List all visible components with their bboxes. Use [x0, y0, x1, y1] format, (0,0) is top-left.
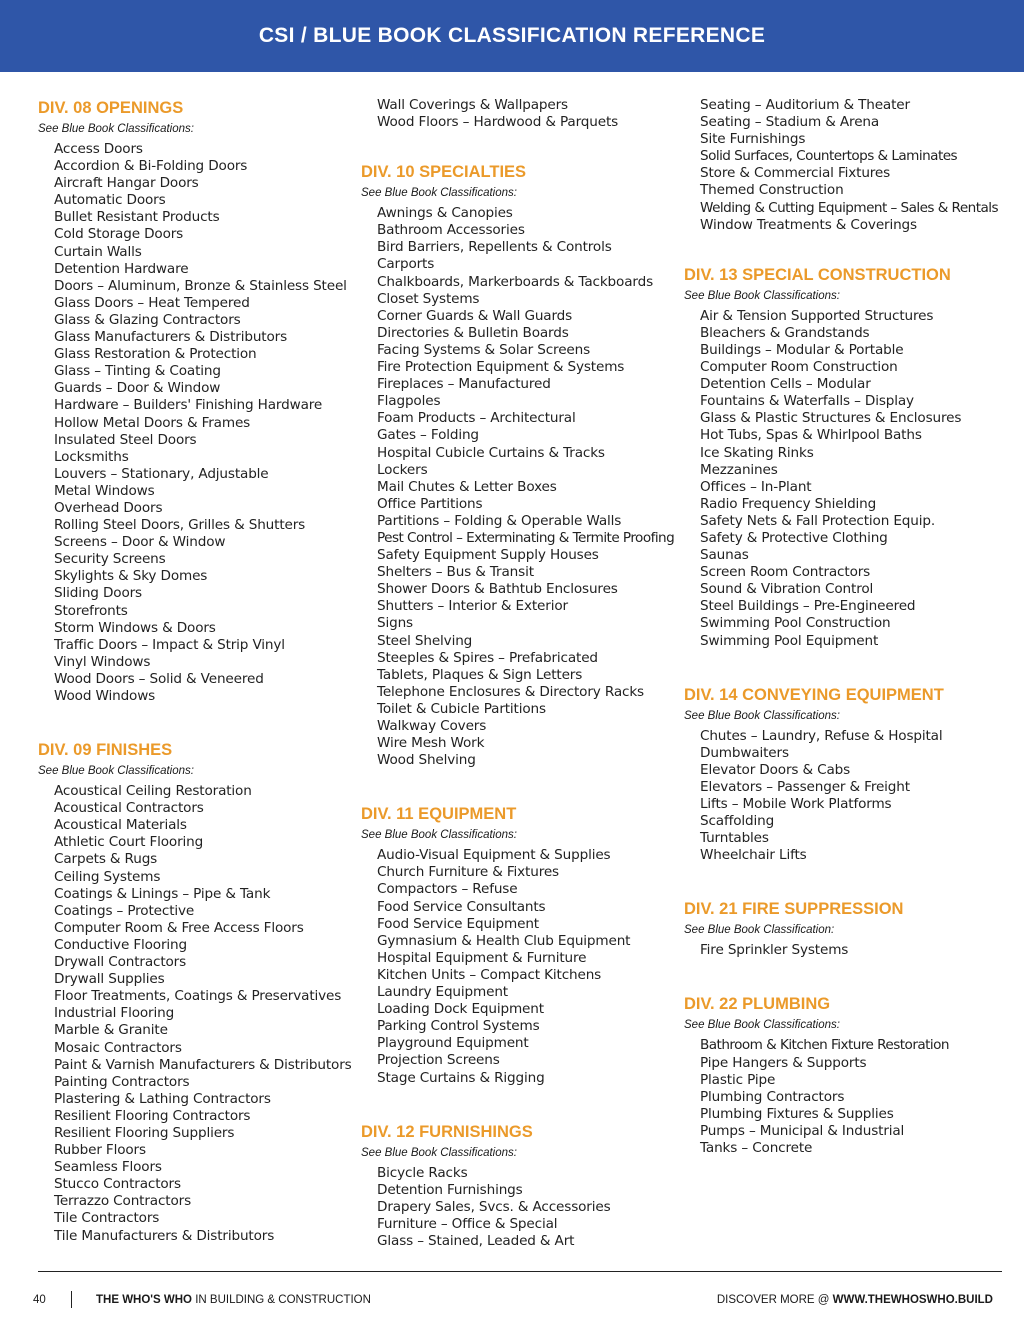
classification-item: Storefronts	[54, 602, 128, 619]
classification-item: Bleachers & Grandstands	[700, 324, 870, 341]
classification-item: Elevator Doors & Cabs	[700, 761, 851, 778]
classification-item: Shutters – Interior & Exterior	[377, 598, 568, 615]
classification-list	[684, 308, 994, 650]
classification-item: Traffic Doors – Impact & Strip Vinyl	[54, 636, 285, 653]
classification-item: Glass & Plastic Structures & Enclosures	[700, 410, 962, 427]
division-title: DIV. 12 FURNISHINGS	[361, 1122, 533, 1141]
classification-item: Projection Screens	[377, 1052, 500, 1069]
page-number: 40	[33, 1294, 46, 1306]
division-title: DIV. 09 FINISHES	[38, 741, 173, 760]
classification-item: Air & Tension Supported Structures	[700, 307, 934, 324]
classification-item: Wheelchair Lifts	[700, 847, 807, 864]
discover-prefix: DISCOVER MORE @	[716, 1294, 833, 1306]
classification-item: Furniture – Office & Special	[377, 1215, 558, 1232]
see-classifications-note: See Blue Book Classifications:	[684, 1019, 840, 1032]
classification-item: Screen Room Contractors	[700, 564, 871, 581]
classification-item: Computer Room Construction	[700, 359, 898, 376]
classification-item: Chutes – Laundry, Refuse & Hospital	[700, 727, 943, 744]
classification-item: Acoustical Contractors	[54, 800, 204, 817]
classification-item: Wood Floors – Hardwood & Parquets	[377, 114, 619, 131]
classification-list	[38, 141, 348, 705]
classification-item: Drywall Supplies	[54, 971, 165, 988]
classification-list	[38, 783, 352, 1245]
division-section	[361, 161, 675, 769]
classification-item: Welding & Cutting Equipment – Sales & Rentals	[700, 199, 999, 216]
classification-item: Hospital Cubicle Curtains & Tracks	[377, 444, 605, 461]
discover-more	[717, 1294, 993, 1306]
classification-item: Plumbing Contractors	[700, 1088, 845, 1105]
classification-list	[684, 1037, 994, 1157]
division-title: DIV. 14 CONVEYING EQUIPMENT	[684, 685, 944, 704]
classification-item: Seating – Stadium & Arena	[700, 114, 880, 131]
division-section	[361, 803, 671, 1086]
classification-item: Conductive Flooring	[54, 936, 187, 953]
classification-item: Cold Storage Doors	[54, 226, 184, 243]
classification-item: Kitchen Units – Compact Kitchens	[377, 966, 602, 983]
classification-item: Rubber Floors	[54, 1142, 146, 1159]
classification-item: Turntables	[700, 830, 769, 847]
see-classifications-note: See Blue Book Classifications:	[361, 829, 517, 842]
classification-item: Stucco Contractors	[54, 1176, 181, 1193]
classification-list	[361, 1165, 671, 1250]
see-classifications-note: See Blue Book Classification:	[684, 924, 835, 937]
classification-item: Themed Construction	[700, 182, 844, 199]
classification-item: Closet Systems	[377, 290, 480, 307]
classification-item: Flagpoles	[377, 393, 441, 410]
classification-list	[684, 728, 994, 865]
classification-item: Gates – Folding	[377, 427, 479, 444]
footer-separator	[71, 1291, 72, 1308]
classification-item: Glass Doors – Heat Tempered	[54, 294, 250, 311]
classification-item: Laundry Equipment	[377, 984, 508, 1001]
classification-item: Site Furnishings	[700, 131, 806, 148]
header-banner	[0, 0, 1024, 72]
classification-item: Hollow Metal Doors & Frames	[54, 414, 251, 431]
classification-item: Signs	[377, 615, 413, 632]
classification-item: Safety Equipment Supply Houses	[377, 547, 599, 564]
classification-item: Glass Manufacturers & Distributors	[54, 329, 288, 346]
classification-item: Glass Restoration & Protection	[54, 346, 257, 363]
classification-item: Window Treatments & Coverings	[700, 216, 917, 233]
classification-item: Fireplaces – Manufactured	[377, 376, 551, 393]
classification-item: Pest Control – Exterminating & Termite Proofing	[377, 529, 675, 546]
classification-item: Locksmiths	[54, 448, 129, 465]
division-section	[684, 993, 994, 1157]
classification-item: Parking Control Systems	[377, 1018, 540, 1035]
footer	[0, 1294, 1024, 1312]
classification-item: Tanks – Concrete	[700, 1140, 813, 1157]
division-title: DIV. 13 SPECIAL CONSTRUCTION	[684, 265, 951, 284]
classification-item: Lifts – Mobile Work Platforms	[700, 796, 892, 812]
classification-item: Overhead Doors	[54, 499, 163, 516]
classification-item: Radio Frequency Shielding	[700, 495, 877, 512]
classification-item: Rolling Steel Doors, Grilles & Shutters	[54, 517, 306, 534]
classification-item: Sliding Doors	[54, 585, 142, 602]
classification-item: Accordion & Bi-Folding Doors	[54, 158, 248, 175]
classification-item: Painting Contractors	[54, 1073, 190, 1090]
page-title: CSI / BLUE BOOK CLASSIFICATION REFERENCE	[258, 24, 766, 47]
classification-item: Resilient Flooring Contractors	[54, 1107, 251, 1124]
classification-list	[684, 942, 994, 959]
classification-item: Insulated Steel Doors	[54, 431, 197, 448]
classification-item: Solid Surfaces, Countertops & Laminates	[700, 148, 958, 165]
classification-item: Buildings – Modular & Portable	[700, 341, 904, 358]
classification-item: Storm Windows & Doors	[54, 619, 216, 636]
classification-item: Elevators – Passenger & Freight	[700, 778, 910, 795]
classification-item: Wood Shelving	[377, 752, 476, 769]
classification-item: Fire Protection Equipment & Systems	[377, 359, 625, 376]
classification-item: Shower Doors & Bathtub Enclosures	[377, 581, 618, 598]
classification-item: Steeples & Spires – Prefabricated	[377, 649, 598, 666]
division-section	[684, 264, 994, 650]
classification-item: Playground Equipment	[377, 1035, 529, 1052]
classification-item: Office Partitions	[377, 495, 483, 512]
publication-name	[96, 1294, 371, 1306]
classification-item: Wood Windows	[54, 688, 156, 704]
classification-item: Swimming Pool Construction	[700, 615, 891, 632]
classification-item: Corner Guards & Wall Guards	[377, 307, 573, 324]
division-section	[38, 739, 352, 1245]
classification-item: Swimming Pool Equipment	[700, 632, 879, 649]
classification-item: Metal Windows	[54, 482, 155, 499]
classification-item: Athletic Court Flooring	[54, 834, 204, 851]
classification-item: Terrazzo Contractors	[54, 1193, 191, 1210]
classification-list	[361, 847, 671, 1086]
classification-item: Carports	[377, 256, 435, 273]
classification-item: Doors – Aluminum, Bronze & Stainless Steel	[54, 277, 347, 294]
classification-item: Guards – Door & Window	[54, 380, 221, 397]
classification-item: Hot Tubs, Spas & Whirlpool Baths	[700, 427, 922, 444]
classification-item: Food Service Consultants	[377, 898, 546, 915]
classification-item: Sound & Vibration Control	[700, 581, 874, 598]
column-3	[684, 97, 999, 1191]
classification-item: Fire Sprinkler Systems	[700, 942, 849, 959]
classification-item: Bathroom Accessories	[377, 222, 525, 239]
classification-item: Partitions – Folding & Operable Walls	[377, 512, 622, 529]
division-section	[361, 97, 671, 131]
classification-item: Glass – Stained, Leaded & Art	[377, 1232, 575, 1249]
division-title: DIV. 08 OPENINGS	[38, 99, 184, 117]
classification-item: Mail Chutes & Letter Boxes	[377, 478, 557, 495]
classification-item: Bathroom & Kitchen Fixture Restoration	[700, 1037, 949, 1054]
classification-item: Offices – In-Plant	[700, 478, 812, 495]
classification-item: Telephone Enclosures & Directory Racks	[377, 683, 644, 700]
classification-item: Walkway Covers	[377, 718, 487, 734]
see-classifications-note: See Blue Book Classifications:	[684, 289, 840, 302]
classification-item: Foam Products – Architectural	[377, 410, 576, 427]
classification-item: Audio-Visual Equipment & Supplies	[377, 847, 611, 864]
classification-item: Mezzanines	[700, 461, 778, 478]
see-classifications-note: See Blue Book Classifications:	[38, 765, 194, 778]
classification-item: Ceiling Systems	[54, 868, 161, 885]
see-classifications-note: See Blue Book Classifications:	[684, 709, 840, 722]
classification-item: Drywall Contractors	[54, 954, 187, 971]
classification-item: Wall Coverings & Wallpapers	[377, 97, 568, 113]
classification-item: Skylights & Sky Domes	[54, 568, 208, 585]
division-title: DIV. 21 FIRE SUPPRESSION	[684, 900, 904, 919]
classification-item: Toilet & Cubicle Partitions	[377, 700, 546, 717]
classification-item: Coatings – Protective	[54, 902, 195, 919]
classification-item: Food Service Equipment	[377, 915, 539, 932]
classification-item: Louvers – Stationary, Adjustable	[54, 465, 269, 482]
classification-item: Bird Barriers, Repellents & Controls	[377, 239, 612, 256]
classification-item: Detention Hardware	[54, 260, 189, 277]
classification-item: Directories & Bulletin Boards	[377, 324, 569, 341]
classification-item: Ice Skating Rinks	[700, 444, 814, 461]
classification-item: Resilient Flooring Suppliers	[54, 1124, 235, 1141]
classification-item: Stage Curtains & Rigging	[377, 1069, 545, 1086]
division-title: DIV. 22 PLUMBING	[684, 995, 831, 1014]
classification-item: Wood Doors – Solid & Veneered	[54, 670, 264, 687]
classification-item: Detention Furnishings	[377, 1181, 523, 1198]
classification-item: Pumps – Municipal & Industrial	[700, 1122, 905, 1139]
classification-item: Tile Contractors	[54, 1210, 160, 1227]
classification-item: Automatic Doors	[54, 192, 166, 209]
classification-item: Saunas	[700, 547, 749, 564]
classification-item: Access Doors	[54, 141, 143, 157]
classification-item: Hardware – Builders' Finishing Hardware	[54, 397, 323, 414]
classification-item: Drapery Sales, Svcs. & Accessories	[377, 1198, 611, 1215]
classification-list	[684, 97, 999, 234]
classification-item: Plastic Pipe	[700, 1071, 776, 1088]
division-section	[38, 97, 348, 705]
classification-item: Glass & Glazing Contractors	[54, 311, 241, 328]
column-1	[38, 97, 352, 1279]
classification-item: Loading Dock Equipment	[377, 1001, 544, 1018]
classification-item: Pipe Hangers & Supports	[700, 1054, 867, 1071]
classification-list	[361, 205, 675, 769]
column-2	[361, 97, 675, 1284]
classification-item: Dumbwaiters	[700, 744, 789, 761]
classification-item: Security Screens	[54, 551, 166, 568]
division-section	[361, 1121, 671, 1250]
classification-item: Wire Mesh Work	[377, 735, 485, 752]
classification-item: Safety Nets & Fall Protection Equip.	[700, 512, 936, 529]
classification-item: Awnings & Canopies	[377, 205, 513, 222]
classification-item: Detention Cells – Modular	[700, 376, 871, 393]
publication-name-bold: THE WHO'S WHO	[96, 1294, 193, 1306]
classification-item: Compactors – Refuse	[377, 881, 518, 898]
classification-item: Acoustical Materials	[54, 817, 187, 834]
see-classifications-note: See Blue Book Classifications:	[361, 187, 517, 200]
classification-item: Chalkboards, Markerboards & Tackboards	[377, 273, 653, 290]
classification-item: Hospital Equipment & Furniture	[377, 949, 587, 966]
classification-item: Computer Room & Free Access Floors	[54, 919, 304, 936]
classification-item: Safety & Protective Clothing	[700, 529, 888, 546]
classification-item: Coatings & Linings – Pipe & Tank	[54, 885, 271, 902]
classification-item: Acoustical Ceiling Restoration	[54, 783, 252, 800]
see-classifications-note: See Blue Book Classifications:	[361, 1146, 517, 1159]
division-section	[684, 684, 994, 865]
classification-item: Scaffolding	[700, 813, 775, 830]
classification-item: Church Furniture & Fixtures	[377, 864, 559, 881]
division-section	[684, 97, 999, 234]
classification-item: Shelters – Bus & Transit	[377, 564, 534, 581]
division-title: DIV. 10 SPECIALTIES	[361, 163, 527, 182]
classification-item: Fountains & Waterfalls – Display	[700, 393, 914, 410]
classification-item: Glass – Tinting & Coating	[54, 363, 221, 380]
classification-item: Store & Commercial Fixtures	[700, 165, 891, 182]
classification-item: Floor Treatments, Coatings & Preservatives	[54, 988, 342, 1005]
footer-divider	[38, 1271, 1002, 1272]
classification-item: Paint & Varnish Manufacturers & Distributors	[54, 1056, 352, 1073]
website-link[interactable]: WWW.THEWHOSWHO.BUILD	[832, 1294, 993, 1306]
classification-item: Industrial Flooring	[54, 1005, 175, 1022]
classification-item: Bicycle Racks	[377, 1164, 468, 1181]
classification-item: Steel Shelving	[377, 632, 473, 649]
classification-item: Facing Systems & Solar Screens	[377, 341, 591, 358]
classification-item: Gymnasium & Health Club Equipment	[377, 932, 631, 949]
classification-item: Bullet Resistant Products	[54, 209, 220, 226]
division-title: DIV. 11 EQUIPMENT	[361, 805, 517, 824]
classification-item: Marble & Granite	[54, 1022, 168, 1039]
classification-item: Curtain Walls	[54, 243, 142, 260]
classification-item: Tile Manufacturers & Distributors	[54, 1227, 275, 1244]
classification-item: Screens – Door & Window	[54, 534, 226, 551]
publication-name-rest: IN BUILDING & CONSTRUCTION	[192, 1294, 371, 1306]
classification-item: Aircraft Hangar Doors	[54, 175, 199, 192]
classification-item: Carpets & Rugs	[54, 851, 158, 868]
classification-item: Mosaic Contractors	[54, 1039, 182, 1056]
classification-item: Lockers	[377, 461, 428, 478]
classification-item: Plumbing Fixtures & Supplies	[700, 1105, 894, 1122]
classification-item: Seamless Floors	[54, 1159, 162, 1176]
classification-item: Vinyl Windows	[54, 653, 151, 670]
classification-item: Tablets, Plaques & Sign Letters	[377, 666, 583, 683]
classification-item: Plastering & Lathing Contractors	[54, 1090, 271, 1107]
see-classifications-note: See Blue Book Classifications:	[38, 123, 194, 135]
classification-item: Seating – Auditorium & Theater	[700, 97, 910, 113]
classification-list	[361, 97, 671, 131]
division-section	[684, 898, 994, 959]
classification-item: Steel Buildings – Pre-Engineered	[700, 598, 916, 615]
